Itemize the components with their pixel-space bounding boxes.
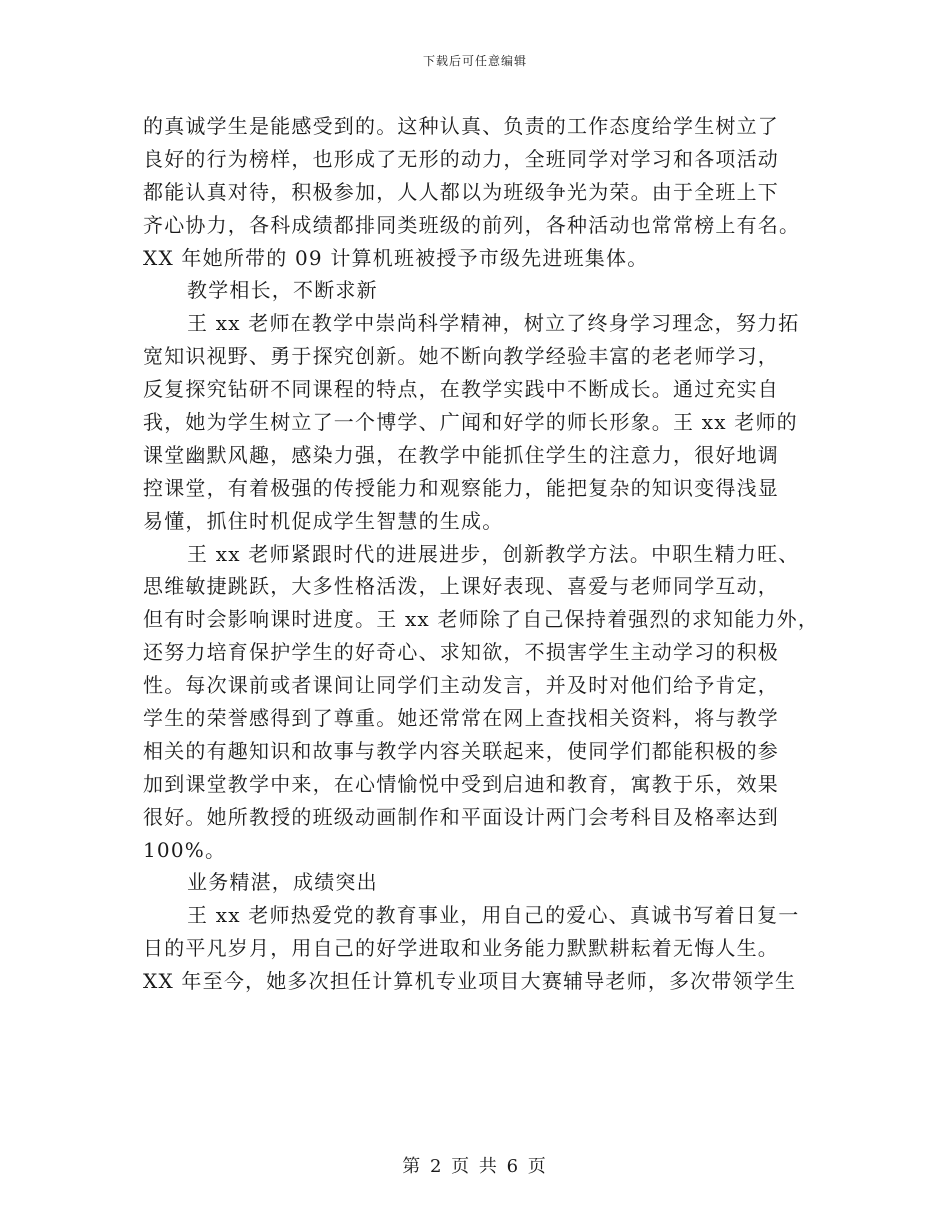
text-line: 思维敏捷跳跃，大多性格活泼，上课好表现、喜爱与老师同学互动， [143,574,779,599]
text-line: 宽知识视野、勇于探究创新。她不断向教学经验丰富的老老师学习， [143,344,779,369]
text-line: 齐心协力，各科成绩都排同类班级的前列，各种活动也常常榜上有名。 [143,212,801,237]
text-line: 加到课堂教学中来，在心情愉悦中受到启迪和教育，寓教于乐，效果 [143,771,779,796]
text-line: 学生的荣誉感得到了尊重。她还常常在网上查找相关资料，将与教学 [143,706,779,731]
text-line: 的真诚学生是能感受到的。这种认真、负责的工作态度给学生树立了 [143,114,779,138]
text-line: XX 年她所带的 09 计算机班被授予市级先进班集体。 [143,245,649,270]
text-line: 100%。 [143,837,227,862]
text-line: 但有时会影响课时进度。王 xx 老师除了自己保持着强烈的求知能力外， [143,607,820,632]
text-line: 很好。她所教授的班级动画制作和平面设计两门会考科目及格率达到 [143,804,779,829]
text-line: 还努力培育保护学生的好奇心、求知欲，不损害学生主动学习的积极 [143,640,779,665]
text-line: 王 xx 老师紧跟时代的进展进步，创新教学方法。中职生精力旺、 [187,541,800,566]
text-line: 相关的有趣知识和故事与教学内容关联起来，使同学们都能积极的参 [143,738,779,763]
text-line: 易懂，抓住时机促成学生智慧的生成。 [143,508,504,533]
text-line: 控课堂，有着极强的传授能力和观察能力，能把复杂的知识变得浅显 [143,475,779,500]
text-line: 反复探究钻研不同课程的特点，在教学实践中不断成长。通过充实自 [143,377,779,402]
page-header: 下载后可任意编辑 [422,54,527,68]
text-line: 王 xx 老师热爱党的教育事业，用自己的爱心、真诚书写着日复一 [187,903,800,928]
page-footer: 第 2 页 共 6 页 [402,1156,548,1177]
text-line: 教学相长，不断求新 [187,278,378,303]
text-line: 良好的行为榜样，也形成了无形的动力，全班同学对学习和各项活动 [143,146,779,171]
text-line: 王 xx 老师在教学中崇尚科学精神，树立了终身学习理念，努力拓 [187,311,800,336]
text-line: 性。每次课前或者课间让同学们主动发言，并及时对他们给予肯定， [143,673,779,698]
text-line: 课堂幽默风趣，感染力强，在教学中能抓住学生的注意力，很好地调 [143,442,779,467]
text-line: 日的平凡岁月，用自己的好学进取和业务能力默默耕耘着无悔人生。 [143,936,779,961]
text-line: 都能认真对待，积极参加，人人都以为班级争光为荣。由于全班上下 [143,179,779,204]
document-body [143,110,820,998]
text-line: 我，她为学生树立了一个博学、广闻和好学的师长形象。王 xx 老师的 [143,410,798,435]
text-line: 业务精湛，成绩突出 [187,870,378,895]
text-line: XX 年至今，她多次担任计算机专业项目大赛辅导老师，多次带领学生 [143,969,797,994]
